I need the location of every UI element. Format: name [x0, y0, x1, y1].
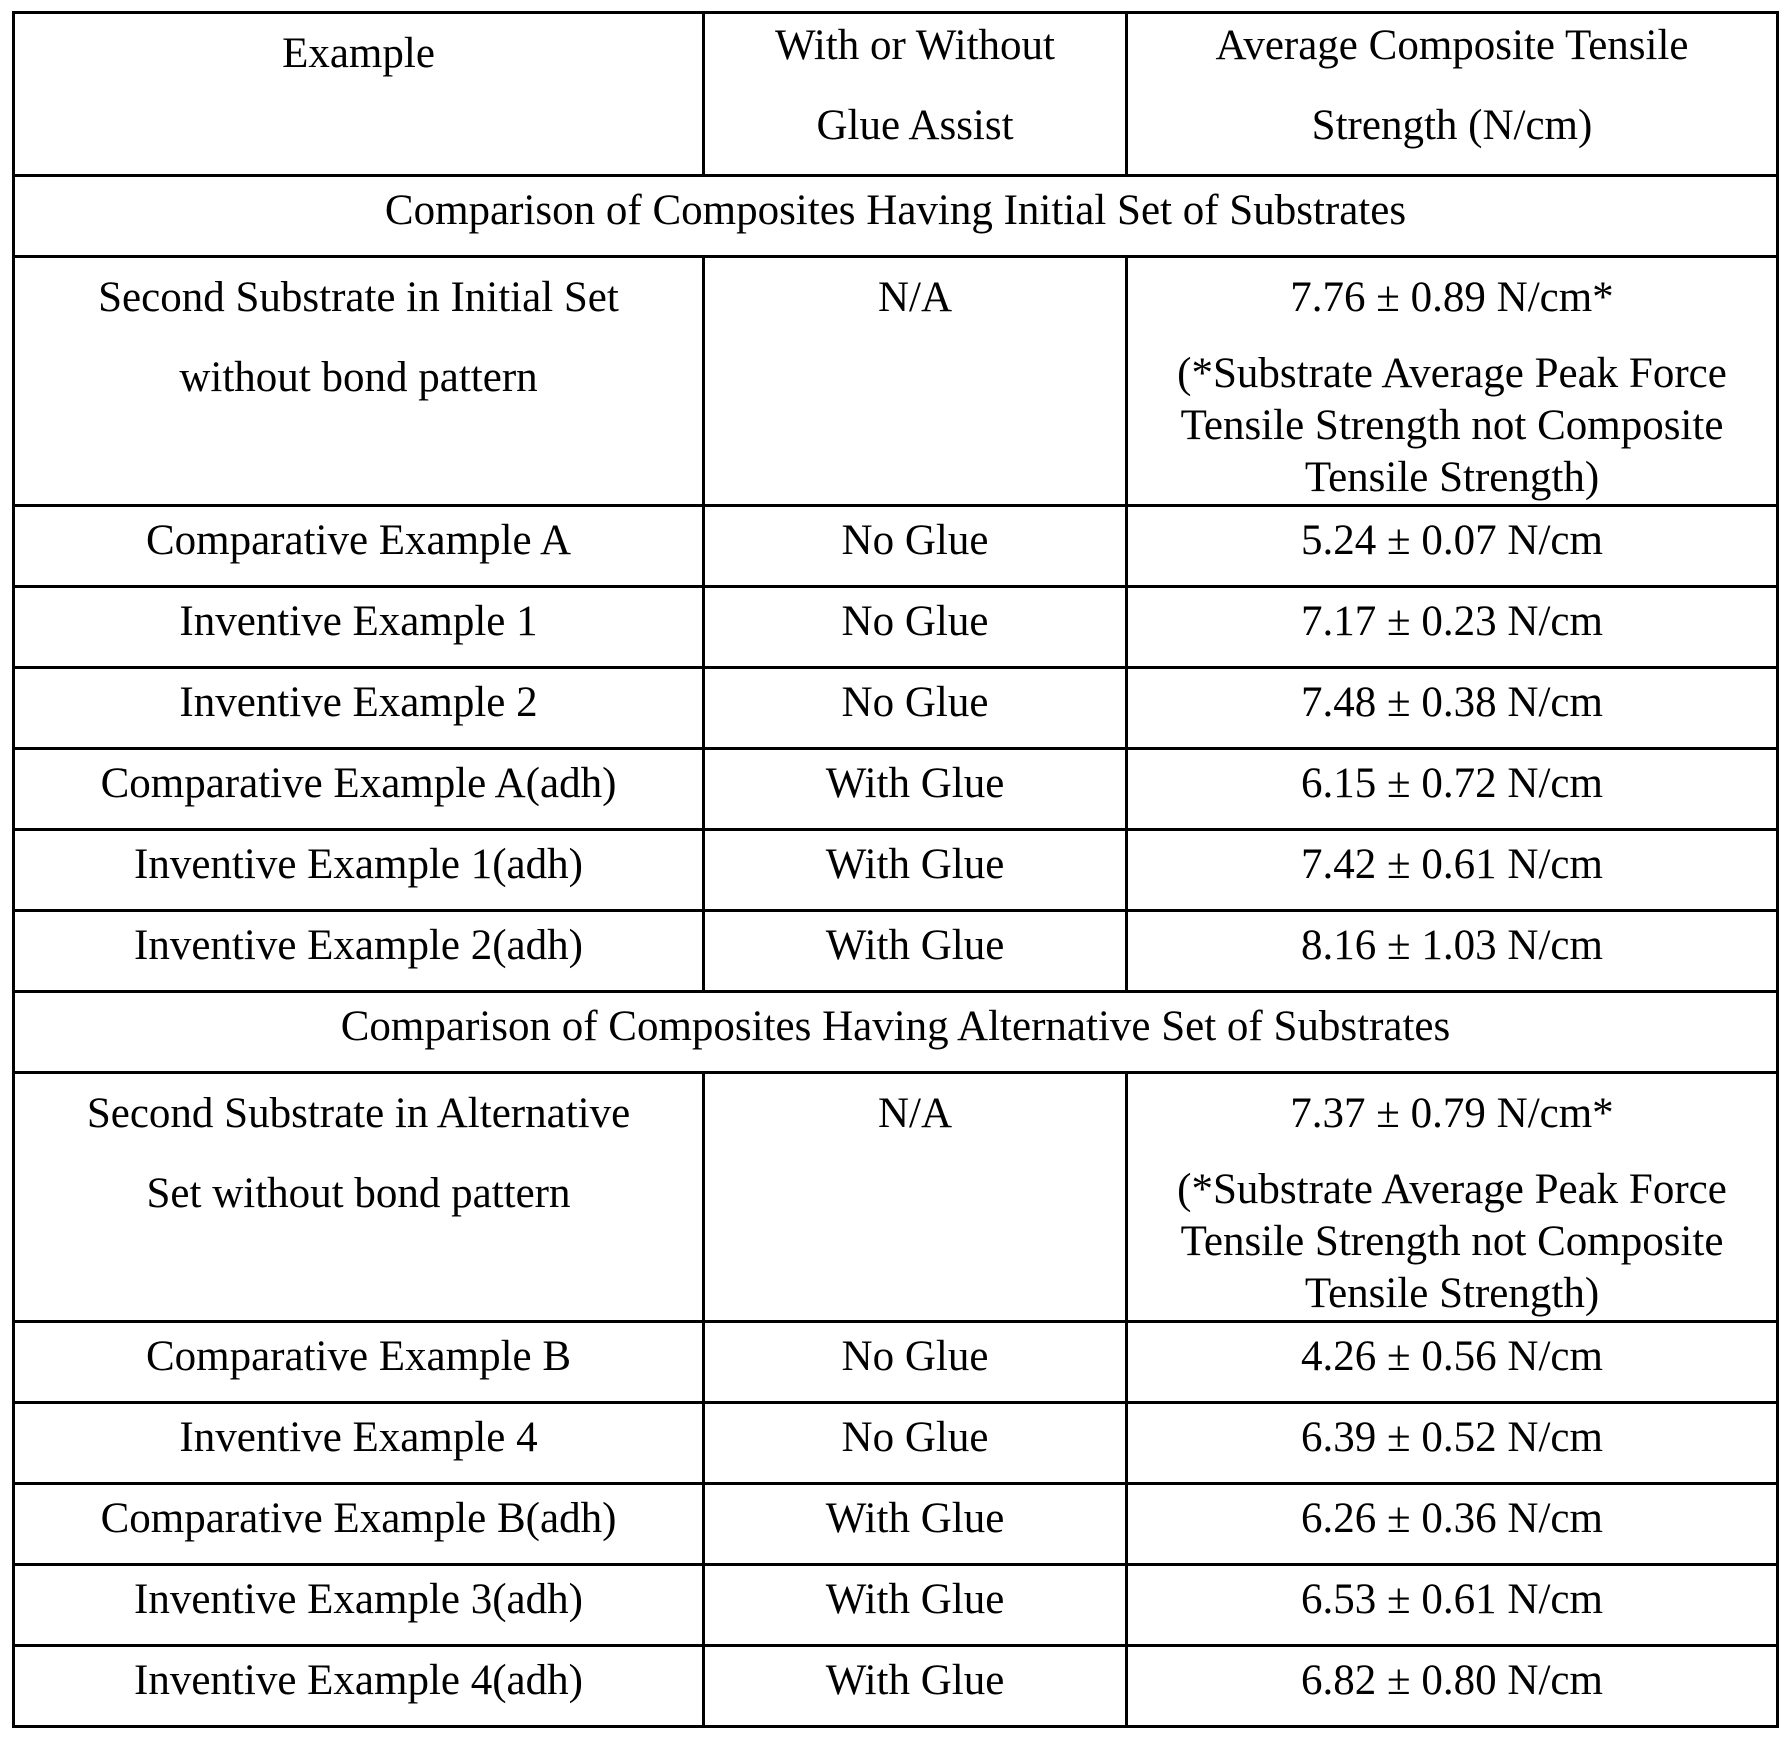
reference-strength-value: 7.37 ± 0.79 N/cm* [1290, 1090, 1614, 1137]
header-glue-line-1: With or Without [774, 22, 1055, 69]
strength-cell: 5.24 ± 0.07 N/cm [1127, 506, 1778, 587]
glue-cell: With Glue [704, 830, 1127, 911]
strength-cell: 7.42 ± 0.61 N/cm [1127, 830, 1778, 911]
reference-example-line-1: Second Substrate in Alternative [86, 1090, 631, 1137]
table-row [14, 1322, 1778, 1403]
header-example [14, 13, 704, 176]
reference-example-line-2: without bond pattern [179, 354, 538, 401]
glue-cell: No Glue [704, 1403, 1127, 1484]
glue-cell: With Glue [704, 1484, 1127, 1565]
table-row [14, 911, 1778, 992]
strength-cell: 8.16 ± 1.03 N/cm [1127, 911, 1778, 992]
table-row [14, 749, 1778, 830]
strength-cell: 7.17 ± 0.23 N/cm [1127, 587, 1778, 668]
glue-cell: With Glue [704, 749, 1127, 830]
header-glue-assist [704, 13, 1127, 176]
reference-example-cell [14, 257, 704, 506]
reference-strength-cell [1127, 257, 1778, 506]
strength-cell: 4.26 ± 0.56 N/cm [1127, 1322, 1778, 1403]
example-cell: Inventive Example 2(adh) [14, 911, 704, 992]
section-title: Comparison of Composites Having Alternative Set of Substrates [14, 992, 1778, 1073]
reference-example-line-2: Set without bond pattern [146, 1170, 571, 1217]
strength-cell: 6.82 ± 0.80 N/cm [1127, 1646, 1778, 1727]
table-row [14, 587, 1778, 668]
glue-cell: With Glue [704, 1565, 1127, 1646]
glue-cell: With Glue [704, 1646, 1127, 1727]
strength-cell: 6.15 ± 0.72 N/cm [1127, 749, 1778, 830]
section-header-row [14, 176, 1778, 257]
section-title: Comparison of Composites Having Initial Set of Substrates [14, 176, 1778, 257]
table-row [14, 1403, 1778, 1484]
glue-cell: No Glue [704, 506, 1127, 587]
reference-row [14, 1073, 1778, 1322]
header-strength-line-1: Average Composite Tensile [1215, 22, 1689, 69]
table-row [14, 1646, 1778, 1727]
reference-glue-cell: N/A [704, 1073, 1127, 1322]
example-cell: Comparative Example A [14, 506, 704, 587]
example-cell: Inventive Example 2 [14, 668, 704, 749]
example-cell: Comparative Example A(adh) [14, 749, 704, 830]
reference-strength-note: (*Substrate Average Peak Force Tensile Strength not Composite Tensile Strength) [1177, 350, 1727, 501]
glue-cell: With Glue [704, 911, 1127, 992]
section-header-row [14, 992, 1778, 1073]
table-row [14, 830, 1778, 911]
reference-strength-cell [1127, 1073, 1778, 1322]
header-row [14, 13, 1778, 176]
strength-cell: 6.39 ± 0.52 N/cm [1127, 1403, 1778, 1484]
example-cell: Inventive Example 3(adh) [14, 1565, 704, 1646]
header-strength-line-2: Strength (N/cm) [1311, 102, 1593, 149]
header-tensile-strength [1127, 13, 1778, 176]
table-row [14, 506, 1778, 587]
example-cell: Inventive Example 1 [14, 587, 704, 668]
tensile-strength-table [12, 11, 1779, 1728]
strength-cell: 6.26 ± 0.36 N/cm [1127, 1484, 1778, 1565]
example-cell: Comparative Example B(adh) [14, 1484, 704, 1565]
reference-glue-cell: N/A [704, 257, 1127, 506]
glue-cell: No Glue [704, 1322, 1127, 1403]
reference-example-cell [14, 1073, 704, 1322]
example-cell: Inventive Example 4 [14, 1403, 704, 1484]
header-example-label: Example [282, 30, 435, 77]
glue-cell: No Glue [704, 587, 1127, 668]
example-cell: Inventive Example 1(adh) [14, 830, 704, 911]
glue-cell: No Glue [704, 668, 1127, 749]
example-cell: Inventive Example 4(adh) [14, 1646, 704, 1727]
reference-row [14, 257, 1778, 506]
header-glue-line-2: Glue Assist [816, 102, 1014, 149]
strength-cell: 6.53 ± 0.61 N/cm [1127, 1565, 1778, 1646]
table-row [14, 668, 1778, 749]
example-cell: Comparative Example B [14, 1322, 704, 1403]
strength-cell: 7.48 ± 0.38 N/cm [1127, 668, 1778, 749]
table-row [14, 1565, 1778, 1646]
table-row [14, 1484, 1778, 1565]
reference-example-line-1: Second Substrate in Initial Set [98, 274, 619, 321]
reference-strength-note: (*Substrate Average Peak Force Tensile Strength not Composite Tensile Strength) [1177, 1166, 1727, 1317]
reference-strength-value: 7.76 ± 0.89 N/cm* [1290, 274, 1614, 321]
